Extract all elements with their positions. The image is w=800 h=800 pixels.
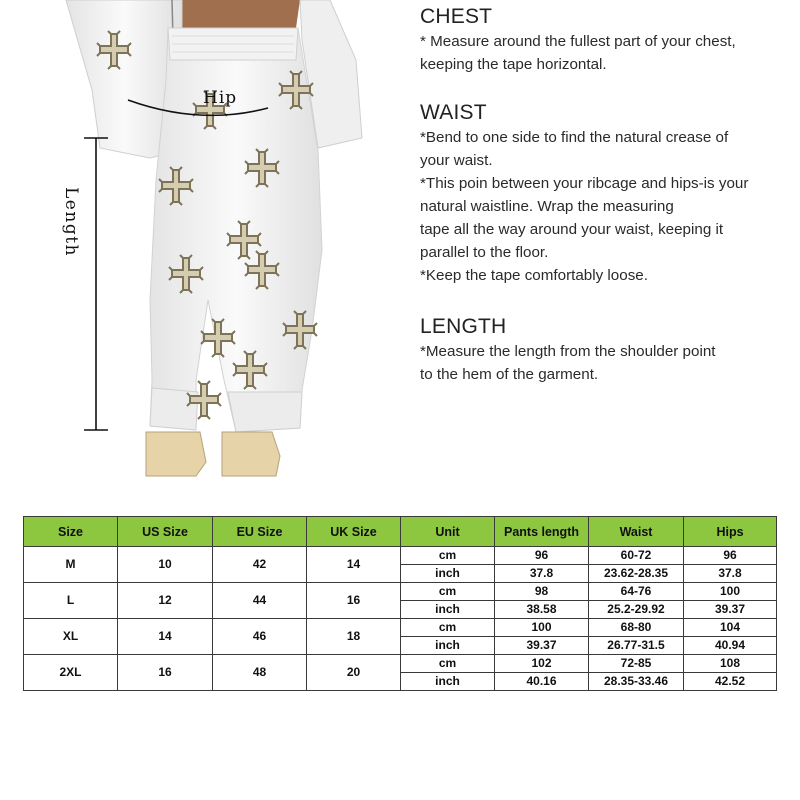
chest-title: CHEST [420, 5, 493, 28]
us-size-cell: 14 [118, 619, 213, 655]
hips-cell: 40.94 [684, 637, 777, 655]
length-section [420, 314, 716, 386]
waist-cell: 25.2-29.92 [589, 601, 684, 619]
hips-cell: 42.52 [684, 673, 777, 691]
header-hips: Hips [684, 517, 777, 547]
size-cell: 2XL [24, 655, 118, 691]
header-waist: Waist [589, 517, 684, 547]
header-us-size: US Size [118, 517, 213, 547]
waist-cell: 28.35-33.46 [589, 673, 684, 691]
waist-section [420, 100, 800, 287]
length-title: LENGTH [420, 315, 507, 338]
length-measure-line [84, 138, 108, 430]
waist-cell: 26.77-31.5 [589, 637, 684, 655]
size-cell: M [24, 547, 118, 583]
waist-line: parallel to the floor. [420, 244, 549, 261]
size-cell: XL [24, 619, 118, 655]
shoe-left [146, 432, 206, 476]
unit-cell: cm [401, 547, 495, 565]
hips-cell: 39.37 [684, 601, 777, 619]
length-line: *Measure the length from the shoulder point [420, 343, 716, 360]
us-size-cell: 16 [118, 655, 213, 691]
length-line: to the hem of the garment. [420, 366, 599, 383]
unit-cell: cm [401, 619, 495, 637]
eu-size-cell: 48 [213, 655, 307, 691]
table-header-row [24, 517, 777, 547]
hips-cell: 37.8 [684, 565, 777, 583]
header-eu-size: EU Size [213, 517, 307, 547]
table-row [24, 655, 777, 673]
uk-size-cell: 14 [307, 547, 401, 583]
waist-cell: 64-76 [589, 583, 684, 601]
hips-cell: 96 [684, 547, 777, 565]
table-row [24, 583, 777, 601]
hips-cell: 104 [684, 619, 777, 637]
length-label-wrap [56, 180, 86, 270]
eu-size-cell: 42 [213, 547, 307, 583]
chest-line: * Measure around the fullest part of your chest, [420, 33, 736, 50]
hip-label: Hip [203, 88, 238, 108]
length-cell: 38.58 [495, 601, 589, 619]
header-unit: Unit [401, 517, 495, 547]
product-photo [0, 0, 400, 480]
unit-cell: inch [401, 601, 495, 619]
unit-cell: inch [401, 565, 495, 583]
us-size-cell: 12 [118, 583, 213, 619]
length-cell: 37.8 [495, 565, 589, 583]
length-cell: 100 [495, 619, 589, 637]
waist-line: your waist. [420, 152, 493, 169]
waist-title: WAIST [420, 101, 487, 124]
length-cell: 40.16 [495, 673, 589, 691]
uk-size-cell: 20 [307, 655, 401, 691]
length-cell: 39.37 [495, 637, 589, 655]
shoe-right [222, 432, 280, 476]
table-row [24, 547, 777, 565]
waist-line: tape all the way around your waist, keeping it [420, 221, 724, 238]
size-chart-table [23, 516, 777, 691]
length-cell: 102 [495, 655, 589, 673]
waist-line: natural waistline. Wrap the measuring [420, 198, 674, 215]
unit-cell: inch [401, 637, 495, 655]
waist-cell: 68-80 [589, 619, 684, 637]
waist-cell: 60-72 [589, 547, 684, 565]
header-uk-size: UK Size [307, 517, 401, 547]
uk-size-cell: 18 [307, 619, 401, 655]
table-row [24, 619, 777, 637]
length-label: Length [61, 187, 81, 257]
unit-cell: cm [401, 655, 495, 673]
waist-line: *Keep the tape comfortably loose. [420, 267, 648, 284]
torso-skin [165, 0, 300, 28]
length-cell: 98 [495, 583, 589, 601]
waist-cell: 23.62-28.35 [589, 565, 684, 583]
unit-cell: inch [401, 673, 495, 691]
chest-section [420, 4, 736, 76]
hips-cell: 108 [684, 655, 777, 673]
waist-cell: 72-85 [589, 655, 684, 673]
size-cell: L [24, 583, 118, 619]
eu-size-cell: 44 [213, 583, 307, 619]
waist-line: *This poin between your ribcage and hips-is your [420, 175, 749, 192]
chest-line: keeping the tape horizontal. [420, 56, 607, 73]
length-cell: 96 [495, 547, 589, 565]
unit-cell: cm [401, 583, 495, 601]
waist-line: *Bend to one side to find the natural crease of [420, 129, 729, 146]
eu-size-cell: 46 [213, 619, 307, 655]
uk-size-cell: 16 [307, 583, 401, 619]
hips-cell: 100 [684, 583, 777, 601]
header-size: Size [24, 517, 118, 547]
header-pants-length: Pants length [495, 517, 589, 547]
us-size-cell: 10 [118, 547, 213, 583]
